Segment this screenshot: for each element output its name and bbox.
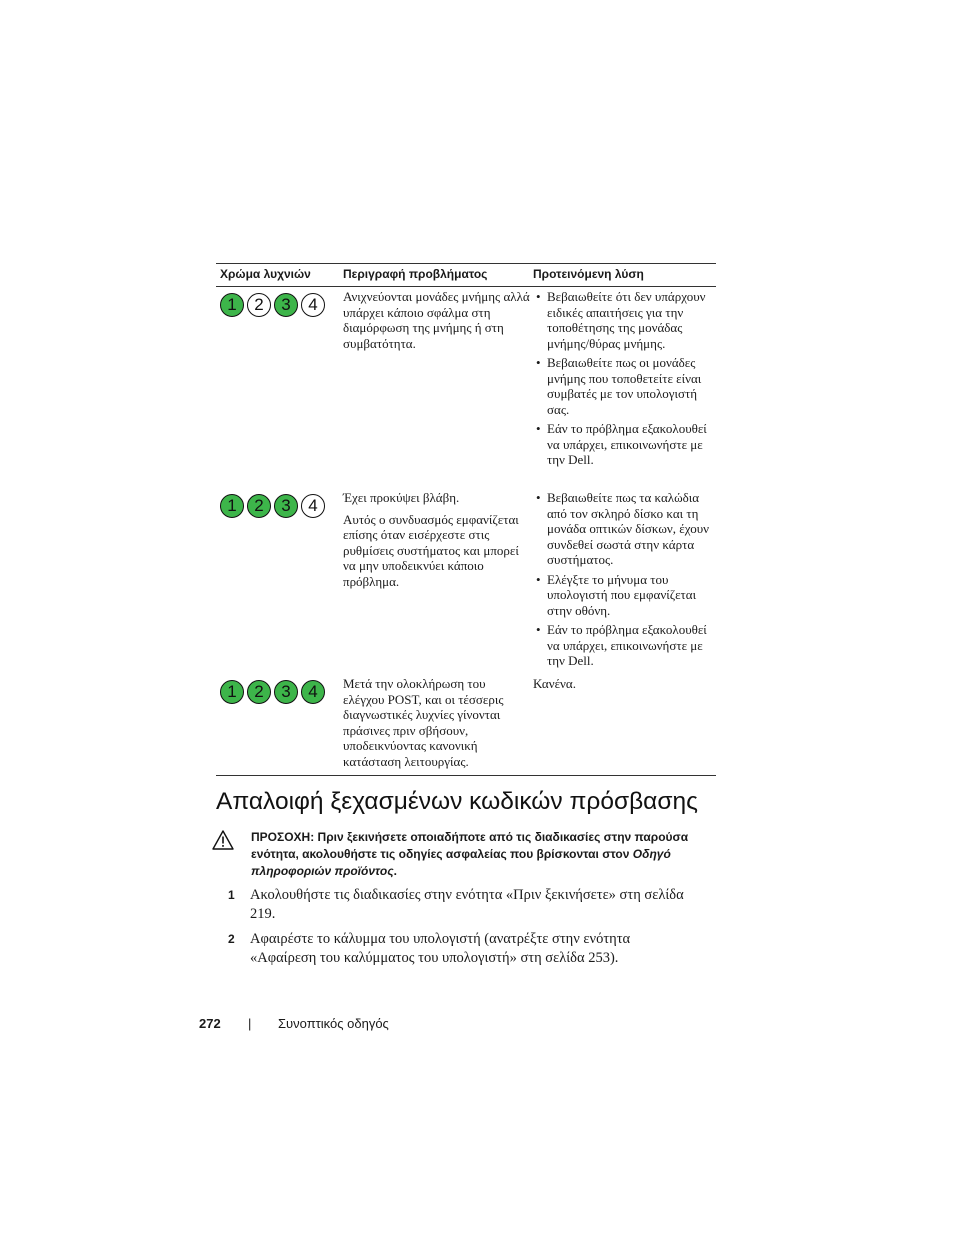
- caution-label: ΠΡΟΣΟΧΗ:: [251, 830, 315, 844]
- page-number: 272: [199, 1016, 221, 1031]
- footer-separator: |: [248, 1016, 252, 1031]
- list-item: • Εάν το πρόβλημα εξακολουθεί να υπάρχει, επικοινωνήστε με την Dell.: [536, 421, 707, 467]
- solution-text: Βεβαιωθείτε πως τα καλώδια από τον σκληρό δίσκο και τη μονάδα οπτικών δίσκων, έχουν συνδεθεί σωστά στην κάρτα συστήματος.: [547, 490, 710, 567]
- table-header: [216, 264, 716, 287]
- solution-cell: [530, 674, 716, 775]
- light-pattern-cell: [216, 287, 340, 488]
- diagnostic-light-1: 1: [220, 680, 244, 704]
- diagnostic-lights-table: [216, 263, 716, 776]
- diagnostic-light-1: 1: [220, 293, 244, 317]
- solution-list: [533, 289, 716, 468]
- solution-text: Ελέγξτε το μήνυμα του υπολογιστή που εμφανίζεται στην οθόνη.: [547, 571, 697, 618]
- problem-description-text: Αυτός ο συνδυασμός εμφανίζεται επίσης όταν εισέρχεστε στις ρυθμίσεις συστήματος και μπορεί να μην υποδεικνύει κάποιο πρόβλημα.: [343, 511, 519, 589]
- solution-text: Βεβαιωθείτε ότι δεν υπάρχουν ειδικές απαιτήσεις για την τοποθέτησης της μονάδας μνήμης/θύρας μνήμης.: [547, 289, 706, 351]
- solution-text: Κανένα.: [533, 676, 576, 691]
- step-number: 2: [228, 932, 235, 946]
- diagnostic-light-2: 2: [247, 293, 271, 317]
- solution-cell: [530, 488, 716, 674]
- problem-description-cell: [340, 488, 530, 674]
- list-item: [216, 886, 686, 924]
- diagnostic-light-4: 4: [301, 494, 325, 518]
- problem-description-cell: [340, 287, 530, 488]
- procedure-steps: [216, 886, 686, 974]
- header-light-color: Χρώμα λυχνιών: [220, 267, 311, 281]
- diagnostic-light-3: 3: [274, 680, 298, 704]
- problem-description-text: Μετά την ολοκλήρωση του ελέγχου POST, και οι τέσσερις διαγνωστικές λυχνίες γίνονται πράσινες πριν σβήσουν, υποδεικνύοντας κανονική κατάσταση λειτουργίας.: [343, 676, 504, 769]
- header-problem-description: Περιγραφή προβλήματος: [343, 267, 488, 281]
- problem-description-text: Ανιχνεύονται μονάδες μνήμης αλλά υπάρχει κάποιο σφάλμα στη διαμόρφωση της μνήμης ή στη συμβατότητα.: [343, 289, 530, 351]
- step-text: Αφαιρέστε το κάλυμμα του υπολογιστή (ανατρέξτε στην ενότητα «Αφαίρεση του καλύμματος του υπολογιστή» στη σελίδα 253).: [250, 931, 631, 966]
- led-pattern: [220, 293, 340, 317]
- led-pattern: [220, 494, 340, 518]
- section-title: Απαλοιφή ξεχασμένων κωδικών πρόσβασης: [216, 788, 698, 815]
- problem-description-cell: [340, 674, 530, 775]
- list-item: [216, 930, 686, 968]
- light-pattern-cell: [216, 488, 340, 674]
- list-item: • Βεβαιωθείτε πως οι μονάδες μνήμης που τοποθετείτε είναι συμβατές με τον υπολογιστή σας.: [536, 355, 702, 417]
- header-suggested-solution: Προτεινόμενη λύση: [533, 267, 644, 281]
- diagnostic-light-4: 4: [301, 680, 325, 704]
- warning-triangle-icon: [212, 830, 234, 850]
- caution-end: .: [393, 864, 397, 878]
- diagnostic-light-3: 3: [274, 494, 298, 518]
- table-row: [216, 287, 716, 488]
- problem-description-text: Έχει προκύψει βλάβη.: [343, 490, 460, 505]
- caution-text: [251, 829, 721, 880]
- footer-title: Συνοπτικός οδηγός: [278, 1016, 389, 1031]
- caution-document-reference: Οδηγό πληροφοριών προϊόντος: [251, 847, 671, 878]
- list-item: • Ελέγξτε το μήνυμα του υπολογιστή που εμφανίζεται στην οθόνη.: [536, 571, 697, 618]
- solution-text: Εάν το πρόβλημα εξακολουθεί να υπάρχει, επικοινωνήστε με την Dell.: [547, 622, 707, 668]
- led-pattern: [220, 680, 340, 704]
- diagnostic-light-2: 2: [247, 680, 271, 704]
- solution-text: Βεβαιωθείτε πως οι μονάδες μνήμης που τοποθετείτε είναι συμβατές με τον υπολογιστή σας.: [547, 355, 702, 417]
- list-item: • Βεβαιωθείτε πως τα καλώδια από τον σκληρό δίσκο και τη μονάδα οπτικών δίσκων, έχουν συνδεθεί σωστά στην κάρτα συστήματος.: [536, 490, 710, 567]
- diagnostic-light-3: 3: [274, 293, 298, 317]
- list-item: • Βεβαιωθείτε ότι δεν υπάρχουν ειδικές απαιτήσεις για την τοποθέτησης της μονάδας μνήμης/θύρας μνήμης.: [536, 289, 706, 351]
- step-number: 1: [228, 888, 235, 902]
- table-row: [216, 488, 716, 674]
- step-text: Ακολουθήστε τις διαδικασίες στην ενότητα «Πριν ξεκινήσετε» στη σελίδα 219.: [250, 887, 684, 922]
- diagnostic-light-2: 2: [247, 494, 271, 518]
- diagnostic-light-1: 1: [220, 494, 244, 518]
- list-item: • Εάν το πρόβλημα εξακολουθεί να υπάρχει, επικοινωνήστε με την Dell.: [536, 622, 707, 668]
- table-row: [216, 674, 716, 775]
- caution-body: Πριν ξεκινήσετε οποιαδήποτε από τις διαδικασίες στην παρούσα ενότητα, ακολουθήστε τις οδηγίες ασφαλείας που βρίσκονται στον: [251, 830, 689, 861]
- solution-list: [533, 490, 716, 669]
- diagnostic-light-4: 4: [301, 293, 325, 317]
- solution-text: Εάν το πρόβλημα εξακολουθεί να υπάρχει, επικοινωνήστε με την Dell.: [547, 421, 707, 467]
- light-pattern-cell: [216, 674, 340, 775]
- solution-cell: [530, 287, 716, 488]
